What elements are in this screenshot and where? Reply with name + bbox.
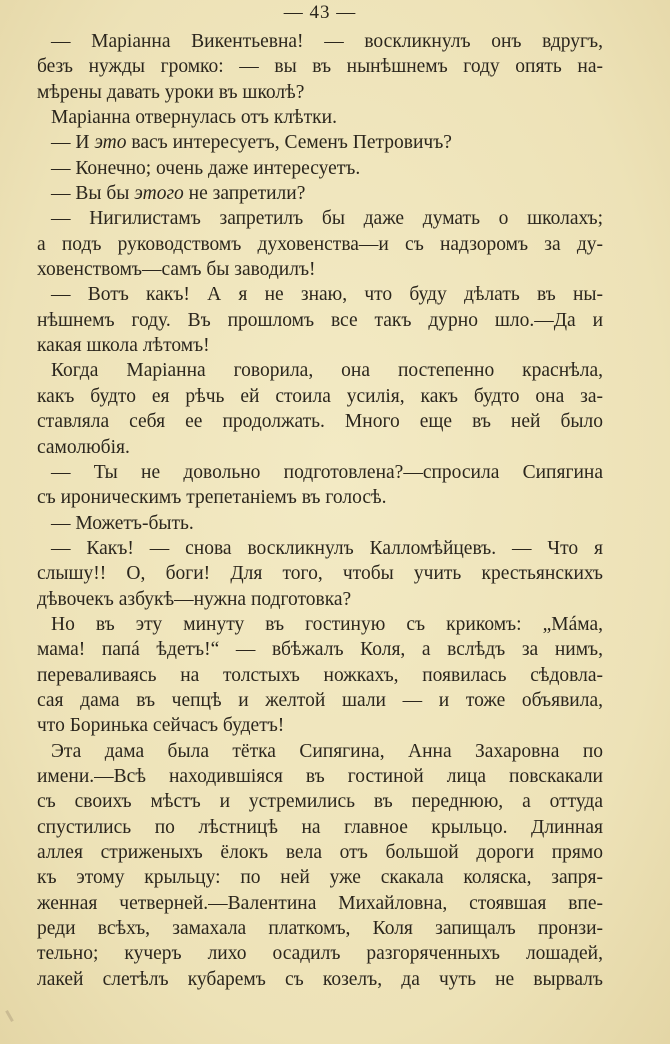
text-line: тельно; кучеръ лихо осадилъ разгоряченныхъ лошадей, [37,943,603,965]
text-line: спустились по лѣстницѣ на главное крыльцо. Длинная [37,816,603,838]
text-line: что Боринька сейчасъ будетъ! [37,715,285,737]
text-line: слышу!! О, боги! Для того, чтобы учить крестьянскихъ [37,563,603,585]
text-line: — Нигилистамъ запретилъ бы даже думать о школахъ; [51,208,603,230]
text-line: ставляла себя ее продолжать. Много еще въ ней было [37,411,603,433]
text-line: — Конечно; очень даже интересуетъ. [51,157,361,179]
text-line: а подъ руководствомъ духовенства—и съ надзоромъ за ду- [37,233,603,255]
text-line: съ ироническимъ трепетаніемъ въ голосѣ. [37,487,387,509]
text-line: мама! папá ѣдетъ!“ — вбѣжалъ Коля, а вслѣдъ за нимъ, [37,639,603,661]
body-text [37,29,603,992]
paper-blemish [5,1010,14,1022]
text-line: съ своихъ мѣстъ и устремились въ переднюю, а оттуда [37,791,603,813]
text-line: безъ нужды громко: — вы въ нынѣшнемъ году опять на- [37,56,603,78]
text-line: лакей слетѣлъ кубаремъ съ козелъ, да чуть не вырвалъ [37,968,603,990]
text-line: Когда Маріанна говорила, она постепенно краснѣла, [51,360,603,382]
text-line: какъ будто ея рѣчь ей стоила усилія, какъ будто она за- [37,385,603,407]
page-number: — 43 — [283,2,357,23]
text-line: реди всѣхъ, замахала платкомъ, Коля запищалъ пронзи- [37,918,603,940]
text-line [37,130,603,155]
italic-word: это [94,132,127,154]
text-line: какая школа лѣтомъ! [37,335,210,357]
text-line [37,181,603,206]
text-line: имени.—Всѣ находившіяся въ гостиной лица повскакали [37,765,603,787]
text-segment: не запретили? [183,183,306,205]
text-segment: — И [51,132,95,154]
italic-word: этого [134,183,184,205]
text-line: — Вотъ какъ! А я не знаю, что буду дѣлать въ ны- [51,284,603,306]
text-line: дѣвочекъ азбукѣ—нужна подготовка? [37,588,352,610]
text-segment: васъ интересуетъ, Семенъ Петровичъ? [126,132,452,154]
text-line: Эта дама была тётка Сипягина, Анна Захаровна по [51,740,603,762]
text-line: самолюбія. [37,436,130,458]
text-line: — Ты не довольно подготовлена?—спросила Сипягина [51,461,603,483]
text-line: нѣшнемъ году. Въ прошломъ все такъ дурно шло.—Да и [37,309,603,331]
text-line: ховенствомъ—самъ бы заводилъ! [37,259,316,281]
text-line: аллея стриженыхъ ёлокъ вела отъ большой дороги прямо [37,842,603,863]
text-line: Но въ эту минуту въ гостиную съ крикомъ: „Мáма, [51,613,603,635]
text-line: — Маріанна Викентьевна! — воскликнулъ онъ вдругъ, [51,31,603,52]
text-line: сая дама въ чепцѣ и желтой шали — и тоже объявила, [37,689,603,711]
text-line: — Какъ! — снова воскликнулъ Калломѣйцевъ. — Что я [51,537,603,559]
text-line: къ этому крыльцу: по ней уже скакала коляска, запря- [37,867,603,889]
text-line: женная четверней.—Валентина Михайловна, стоявшая впе- [37,892,603,914]
text-segment: — Вы бы [51,183,135,205]
text-line: — Можетъ-быть. [51,512,194,534]
text-line: Маріанна отвернулась отъ клѣтки. [51,107,337,129]
text-line: переваливаясь на толстыхъ ножкахъ, появилась сѣдовла- [37,664,603,686]
text-line: мѣрены давать уроки въ школѣ? [37,81,305,103]
